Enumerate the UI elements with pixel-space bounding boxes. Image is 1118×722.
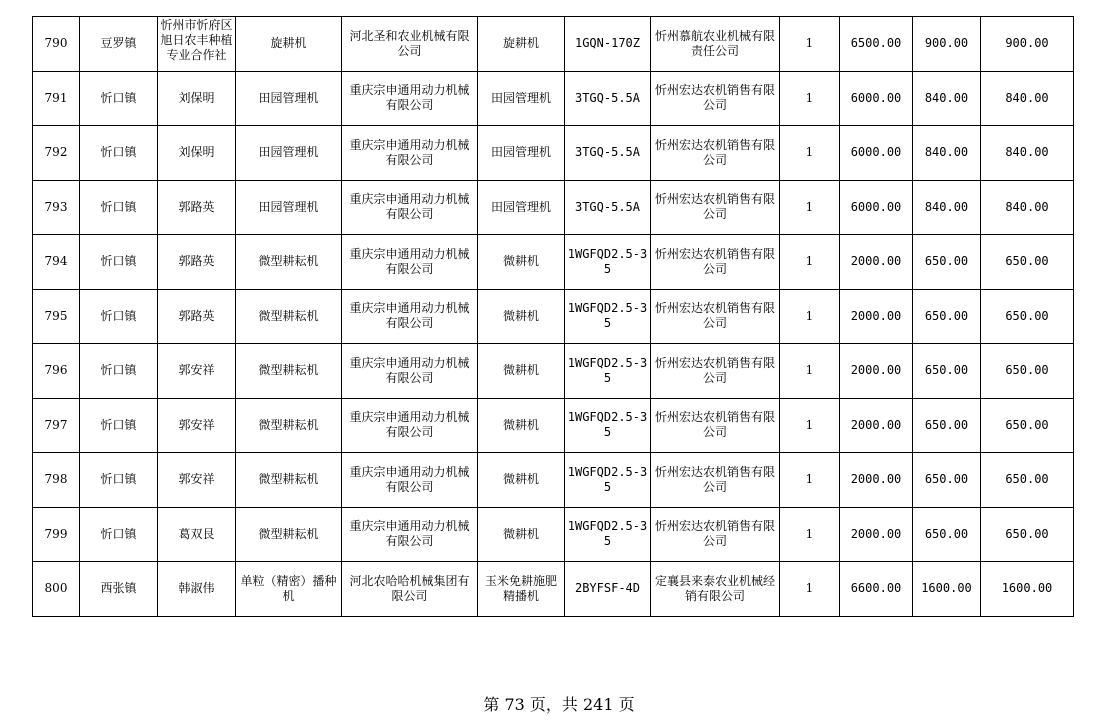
- product-name-cell: 微耕机: [478, 235, 565, 290]
- total-subsidy-cell: 650.00: [981, 507, 1074, 562]
- buyer-cell: 郭安祥: [158, 453, 236, 508]
- row-number-cell: 792: [33, 126, 80, 181]
- model-cell: 1WGFQD2.5-35: [565, 507, 651, 562]
- row-number-cell: 790: [33, 17, 80, 72]
- row-number-cell: 799: [33, 507, 80, 562]
- row-number-cell: 798: [33, 453, 80, 508]
- dealer-cell: 忻州宏达农机销售有限公司: [651, 453, 780, 508]
- dealer-cell: 忻州宏达农机销售有限公司: [651, 289, 780, 344]
- subsidy-cell: 650.00: [913, 507, 981, 562]
- machine-type-cell: 微型耕耘机: [236, 453, 342, 508]
- table-row: [33, 344, 1074, 399]
- product-name-cell: 玉米免耕施肥精播机: [478, 562, 565, 617]
- quantity-cell: 1: [780, 180, 840, 235]
- quantity-cell: 1: [780, 507, 840, 562]
- machine-type-cell: 单粒（精密）播种机: [236, 562, 342, 617]
- buyer-cell: 郭安祥: [158, 344, 236, 399]
- row-number-cell: 793: [33, 180, 80, 235]
- buyer-text: 忻州市忻府区旭日农丰种植专业合作社: [160, 17, 233, 62]
- model-cell: 1WGFQD2.5-35: [565, 289, 651, 344]
- subsidy-cell: 840.00: [913, 180, 981, 235]
- table-row: [33, 180, 1074, 235]
- table-row: [33, 562, 1074, 617]
- price-cell: 2000.00: [840, 453, 913, 508]
- subsidy-cell: 650.00: [913, 344, 981, 399]
- machine-type-cell: 田园管理机: [236, 126, 342, 181]
- quantity-cell: 1: [780, 398, 840, 453]
- buyer-cell: 郭安祥: [158, 398, 236, 453]
- dealer-cell: 忻州宏达农机销售有限公司: [651, 71, 780, 126]
- manufacturer-cell: 河北农哈哈机械集团有限公司: [342, 562, 478, 617]
- model-cell: 1WGFQD2.5-35: [565, 398, 651, 453]
- manufacturer-cell: 河北圣和农业机械有限公司: [342, 17, 478, 72]
- machine-type-cell: 微型耕耘机: [236, 507, 342, 562]
- table-row: [33, 507, 1074, 562]
- town-cell: 豆罗镇: [80, 17, 158, 72]
- buyer-cell: 郭路英: [158, 180, 236, 235]
- table-row: [33, 398, 1074, 453]
- price-cell: 2000.00: [840, 235, 913, 290]
- product-name-cell: 微耕机: [478, 453, 565, 508]
- price-cell: 2000.00: [840, 507, 913, 562]
- row-number-cell: 800: [33, 562, 80, 617]
- subsidy-cell: 650.00: [913, 398, 981, 453]
- buyer-cell: 郭路英: [158, 235, 236, 290]
- quantity-cell: 1: [780, 17, 840, 72]
- manufacturer-cell: 重庆宗申通用动力机械有限公司: [342, 180, 478, 235]
- subsidy-cell: 650.00: [913, 289, 981, 344]
- total-subsidy-cell: 900.00: [981, 17, 1074, 72]
- product-name-cell: 田园管理机: [478, 126, 565, 181]
- buyer-cell: 刘保明: [158, 71, 236, 126]
- table-row: [33, 71, 1074, 126]
- town-cell: 忻口镇: [80, 398, 158, 453]
- buyer-cell: 葛双艮: [158, 507, 236, 562]
- dealer-cell: 忻州宏达农机销售有限公司: [651, 507, 780, 562]
- buyer-cell: 刘保明: [158, 126, 236, 181]
- row-number-cell: 795: [33, 289, 80, 344]
- dealer-cell: 忻州宏达农机销售有限公司: [651, 344, 780, 399]
- table-body: [33, 17, 1074, 617]
- machine-type-cell: 微型耕耘机: [236, 235, 342, 290]
- model-cell: 2BYFSF-4D: [565, 562, 651, 617]
- total-subsidy-cell: 1600.00: [981, 562, 1074, 617]
- total-subsidy-cell: 650.00: [981, 453, 1074, 508]
- row-number-cell: 797: [33, 398, 80, 453]
- manufacturer-cell: 重庆宗申通用动力机械有限公司: [342, 71, 478, 126]
- page-number: 第 73 页，共 241 页: [483, 695, 635, 714]
- row-number-cell: 794: [33, 235, 80, 290]
- total-subsidy-cell: 840.00: [981, 71, 1074, 126]
- town-cell: 忻口镇: [80, 453, 158, 508]
- product-name-cell: 田园管理机: [478, 180, 565, 235]
- table-row: [33, 17, 1074, 72]
- machine-type-cell: 田园管理机: [236, 71, 342, 126]
- quantity-cell: 1: [780, 71, 840, 126]
- total-subsidy-cell: 840.00: [981, 126, 1074, 181]
- manufacturer-cell: 重庆宗申通用动力机械有限公司: [342, 235, 478, 290]
- quantity-cell: 1: [780, 126, 840, 181]
- dealer-cell: 忻州宏达农机销售有限公司: [651, 235, 780, 290]
- model-cell: 3TGQ-5.5A: [565, 180, 651, 235]
- product-name-cell: 旋耕机: [478, 17, 565, 72]
- manufacturer-cell: 重庆宗申通用动力机械有限公司: [342, 126, 478, 181]
- total-subsidy-cell: 840.00: [981, 180, 1074, 235]
- product-name-cell: 微耕机: [478, 289, 565, 344]
- row-number-cell: 791: [33, 71, 80, 126]
- town-cell: 忻口镇: [80, 71, 158, 126]
- total-subsidy-cell: 650.00: [981, 235, 1074, 290]
- product-name-cell: 田园管理机: [478, 71, 565, 126]
- machine-type-cell: 微型耕耘机: [236, 398, 342, 453]
- manufacturer-cell: 重庆宗申通用动力机械有限公司: [342, 398, 478, 453]
- product-name-cell: 微耕机: [478, 344, 565, 399]
- model-cell: 3TGQ-5.5A: [565, 126, 651, 181]
- dealer-cell: 忻州宏达农机销售有限公司: [651, 180, 780, 235]
- row-number-cell: 796: [33, 344, 80, 399]
- product-name-cell: 微耕机: [478, 398, 565, 453]
- price-cell: 2000.00: [840, 289, 913, 344]
- price-cell: 6000.00: [840, 126, 913, 181]
- quantity-cell: 1: [780, 235, 840, 290]
- quantity-cell: 1: [780, 344, 840, 399]
- quantity-cell: 1: [780, 453, 840, 508]
- total-subsidy-cell: 650.00: [981, 289, 1074, 344]
- model-cell: 3TGQ-5.5A: [565, 71, 651, 126]
- buyer-cell: 郭路英: [158, 289, 236, 344]
- product-name-cell: 微耕机: [478, 507, 565, 562]
- subsidy-cell: 1600.00: [913, 562, 981, 617]
- price-cell: 2000.00: [840, 398, 913, 453]
- subsidy-table: [32, 16, 1074, 617]
- subsidy-cell: 840.00: [913, 71, 981, 126]
- town-cell: 忻口镇: [80, 507, 158, 562]
- quantity-cell: 1: [780, 289, 840, 344]
- dealer-cell: 忻州宏达农机销售有限公司: [651, 398, 780, 453]
- dealer-cell: 忻州宏达农机销售有限公司: [651, 126, 780, 181]
- manufacturer-cell: 重庆宗申通用动力机械有限公司: [342, 453, 478, 508]
- machine-type-cell: 微型耕耘机: [236, 344, 342, 399]
- subsidy-cell: 840.00: [913, 126, 981, 181]
- dealer-cell: 定襄县来泰农业机械经销有限公司: [651, 562, 780, 617]
- model-cell: 1GQN-170Z: [565, 17, 651, 72]
- subsidy-cell: 650.00: [913, 235, 981, 290]
- town-cell: 忻口镇: [80, 180, 158, 235]
- subsidy-cell: 650.00: [913, 453, 981, 508]
- subsidy-cell: 900.00: [913, 17, 981, 72]
- model-cell: 1WGFQD2.5-35: [565, 344, 651, 399]
- price-cell: 6500.00: [840, 17, 913, 72]
- total-subsidy-cell: 650.00: [981, 398, 1074, 453]
- town-cell: 忻口镇: [80, 235, 158, 290]
- manufacturer-cell: 重庆宗申通用动力机械有限公司: [342, 507, 478, 562]
- table-row: [33, 235, 1074, 290]
- table-row: [33, 126, 1074, 181]
- town-cell: 忻口镇: [80, 344, 158, 399]
- buyer-cell: 韩淑伟: [158, 562, 236, 617]
- model-cell: 1WGFQD2.5-35: [565, 235, 651, 290]
- machine-type-cell: 旋耕机: [236, 17, 342, 72]
- manufacturer-cell: 重庆宗申通用动力机械有限公司: [342, 344, 478, 399]
- total-subsidy-cell: 650.00: [981, 344, 1074, 399]
- manufacturer-cell: 重庆宗申通用动力机械有限公司: [342, 289, 478, 344]
- buyer-cell: [158, 17, 236, 72]
- model-cell: 1WGFQD2.5-35: [565, 453, 651, 508]
- table-row: [33, 453, 1074, 508]
- town-cell: 忻口镇: [80, 289, 158, 344]
- price-cell: 2000.00: [840, 344, 913, 399]
- price-cell: 6600.00: [840, 562, 913, 617]
- price-cell: 6000.00: [840, 71, 913, 126]
- dealer-cell: 忻州慕航农业机械有限责任公司: [651, 17, 780, 72]
- quantity-cell: 1: [780, 562, 840, 617]
- table-row: [33, 289, 1074, 344]
- machine-type-cell: 微型耕耘机: [236, 289, 342, 344]
- price-cell: 6000.00: [840, 180, 913, 235]
- town-cell: 西张镇: [80, 562, 158, 617]
- machine-type-cell: 田园管理机: [236, 180, 342, 235]
- town-cell: 忻口镇: [80, 126, 158, 181]
